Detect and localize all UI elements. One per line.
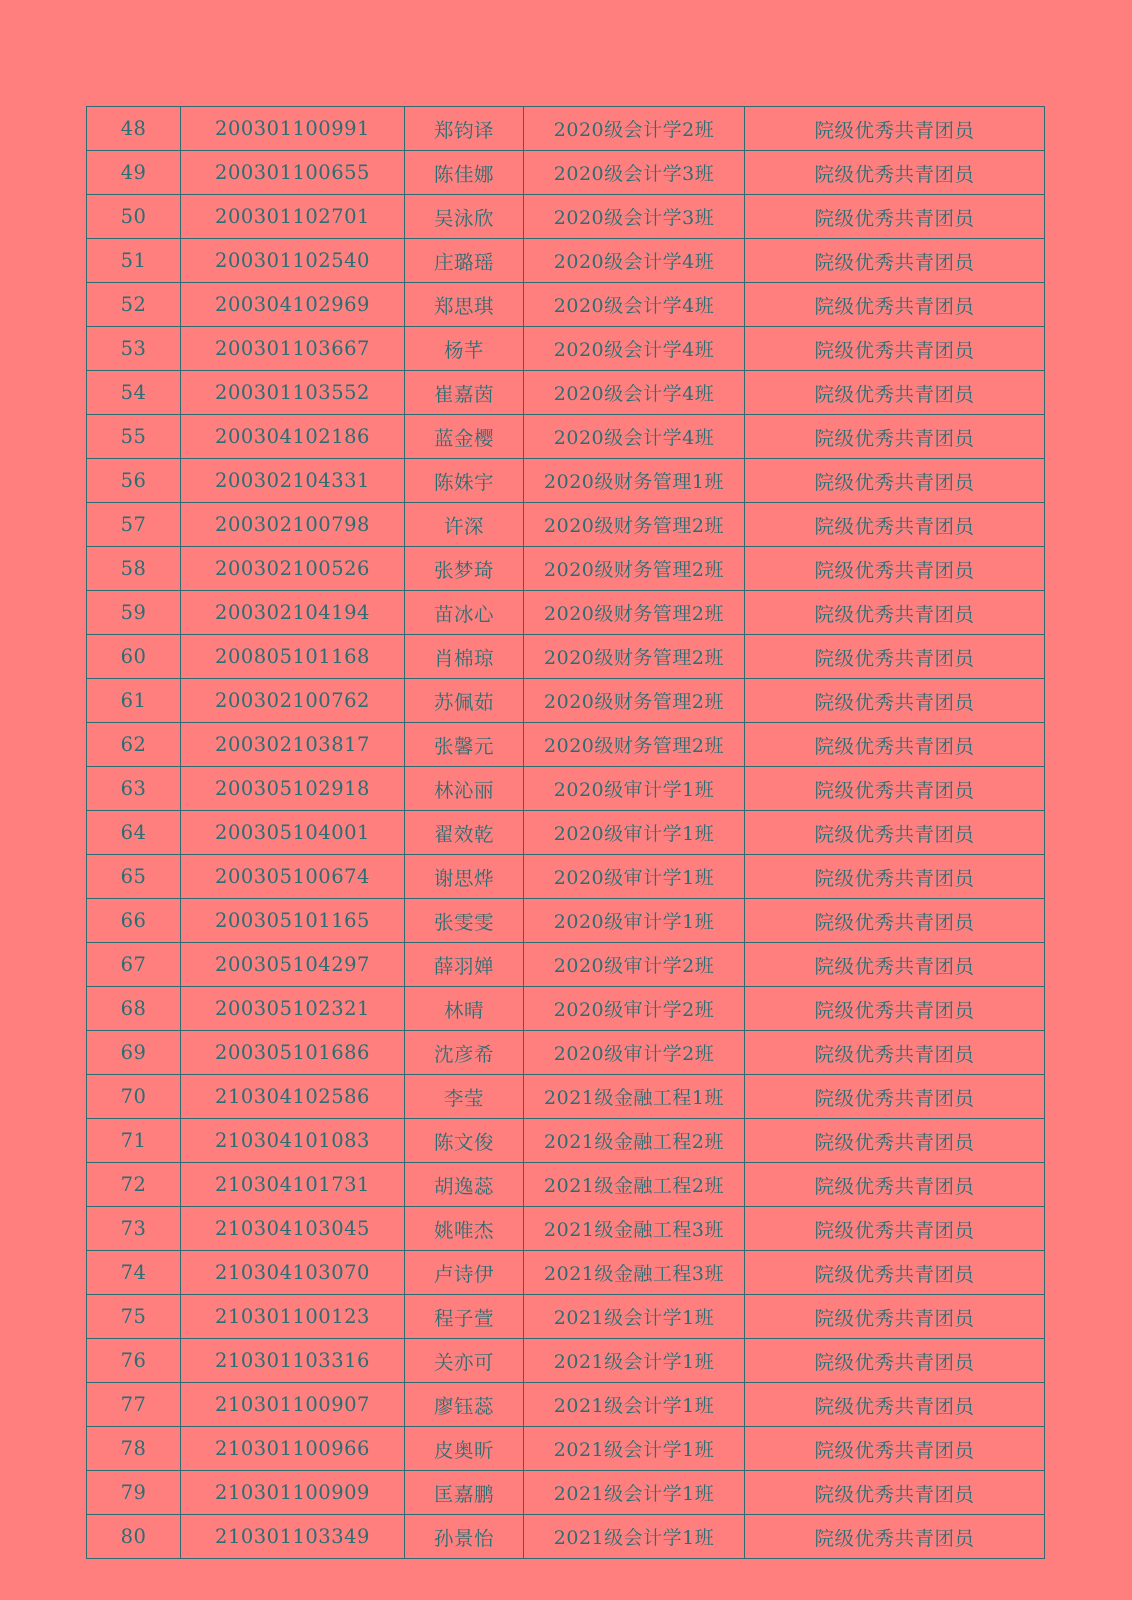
row-number-cell: 80 [87,1515,181,1559]
honor-title-cell: 院级优秀共青团员 [745,811,1045,855]
class-name-cell: 2020级会计学3班 [524,151,745,195]
row-number-cell: 48 [87,107,181,151]
student-id-cell: 200301102540 [181,239,405,283]
student-id-cell: 200302100798 [181,503,405,547]
student-id-cell: 200305101165 [181,899,405,943]
row-number-cell: 77 [87,1383,181,1427]
student-name-cell: 李莹 [405,1075,524,1119]
student-id-cell: 200305102321 [181,987,405,1031]
row-number-cell: 52 [87,283,181,327]
student-id-cell: 200305104001 [181,811,405,855]
honor-title-cell: 院级优秀共青团员 [745,239,1045,283]
honor-title-cell: 院级优秀共青团员 [745,943,1045,987]
table-row [87,1163,1045,1207]
honor-title-cell: 院级优秀共青团员 [745,1471,1045,1515]
table-row [87,503,1045,547]
student-id-cell: 210301100907 [181,1383,405,1427]
class-name-cell: 2021级会计学1班 [524,1383,745,1427]
honor-title-cell: 院级优秀共青团员 [745,1163,1045,1207]
honor-title-cell: 院级优秀共青团员 [745,679,1045,723]
class-name-cell: 2021级金融工程2班 [524,1163,745,1207]
class-name-cell: 2020级会计学4班 [524,415,745,459]
table-row [87,635,1045,679]
student-id-cell: 210304103045 [181,1207,405,1251]
student-name-cell: 郑钧译 [405,107,524,151]
class-name-cell: 2020级审计学1班 [524,767,745,811]
class-name-cell: 2020级审计学2班 [524,943,745,987]
class-name-cell: 2020级财务管理2班 [524,723,745,767]
honor-roster-table [86,106,1045,1559]
class-name-cell: 2020级会计学3班 [524,195,745,239]
class-name-cell: 2021级金融工程3班 [524,1207,745,1251]
student-id-cell: 210304102586 [181,1075,405,1119]
student-name-cell: 沈彦希 [405,1031,524,1075]
student-name-cell: 许深 [405,503,524,547]
class-name-cell: 2020级审计学2班 [524,987,745,1031]
honor-title-cell: 院级优秀共青团员 [745,195,1045,239]
student-id-cell: 200302104194 [181,591,405,635]
class-name-cell: 2020级财务管理2班 [524,679,745,723]
student-id-cell: 200805101168 [181,635,405,679]
table-row [87,1119,1045,1163]
honor-title-cell: 院级优秀共青团员 [745,723,1045,767]
table-row [87,1427,1045,1471]
table-row [87,855,1045,899]
row-number-cell: 76 [87,1339,181,1383]
student-id-cell: 200305104297 [181,943,405,987]
row-number-cell: 74 [87,1251,181,1295]
student-id-cell: 200301100655 [181,151,405,195]
student-id-cell: 210304103070 [181,1251,405,1295]
table-row [87,1471,1045,1515]
student-id-cell: 200301103667 [181,327,405,371]
class-name-cell: 2020级财务管理1班 [524,459,745,503]
class-name-cell: 2020级会计学4班 [524,283,745,327]
class-name-cell: 2020级会计学2班 [524,107,745,151]
student-name-cell: 郑思琪 [405,283,524,327]
row-number-cell: 54 [87,371,181,415]
class-name-cell: 2021级会计学1班 [524,1295,745,1339]
student-id-cell: 210304101083 [181,1119,405,1163]
class-name-cell: 2021级金融工程3班 [524,1251,745,1295]
honor-title-cell: 院级优秀共青团员 [745,1119,1045,1163]
row-number-cell: 70 [87,1075,181,1119]
student-name-cell: 陈佳娜 [405,151,524,195]
student-name-cell: 肖棉琼 [405,635,524,679]
class-name-cell: 2021级会计学1班 [524,1515,745,1559]
student-name-cell: 杨芊 [405,327,524,371]
honor-title-cell: 院级优秀共青团员 [745,151,1045,195]
row-number-cell: 64 [87,811,181,855]
student-name-cell: 张馨元 [405,723,524,767]
class-name-cell: 2020级会计学4班 [524,327,745,371]
student-name-cell: 关亦可 [405,1339,524,1383]
student-name-cell: 陈姝宇 [405,459,524,503]
row-number-cell: 57 [87,503,181,547]
class-name-cell: 2020级财务管理2班 [524,591,745,635]
student-name-cell: 孙景怡 [405,1515,524,1559]
table-row [87,107,1045,151]
table-row [87,987,1045,1031]
honor-title-cell: 院级优秀共青团员 [745,1295,1045,1339]
row-number-cell: 55 [87,415,181,459]
row-number-cell: 56 [87,459,181,503]
honor-title-cell: 院级优秀共青团员 [745,1383,1045,1427]
row-number-cell: 69 [87,1031,181,1075]
student-id-cell: 200302104331 [181,459,405,503]
student-id-cell: 210301103349 [181,1515,405,1559]
class-name-cell: 2020级会计学4班 [524,371,745,415]
student-name-cell: 张梦琦 [405,547,524,591]
row-number-cell: 60 [87,635,181,679]
honor-title-cell: 院级优秀共青团员 [745,459,1045,503]
class-name-cell: 2020级财务管理2班 [524,503,745,547]
honor-title-cell: 院级优秀共青团员 [745,767,1045,811]
student-id-cell: 200301100991 [181,107,405,151]
class-name-cell: 2020级财务管理2班 [524,547,745,591]
student-id-cell: 200305100674 [181,855,405,899]
class-name-cell: 2020级会计学4班 [524,239,745,283]
row-number-cell: 63 [87,767,181,811]
table-row [87,679,1045,723]
honor-title-cell: 院级优秀共青团员 [745,635,1045,679]
student-name-cell: 姚唯杰 [405,1207,524,1251]
table-row [87,899,1045,943]
honor-title-cell: 院级优秀共青团员 [745,591,1045,635]
class-name-cell: 2021级会计学1班 [524,1427,745,1471]
student-name-cell: 林晴 [405,987,524,1031]
honor-title-cell: 院级优秀共青团员 [745,1031,1045,1075]
table-row [87,547,1045,591]
table-row [87,1031,1045,1075]
student-id-cell: 210301100909 [181,1471,405,1515]
student-name-cell: 苗冰心 [405,591,524,635]
table-row [87,943,1045,987]
table-row [87,283,1045,327]
class-name-cell: 2021级会计学1班 [524,1471,745,1515]
student-name-cell: 陈文俊 [405,1119,524,1163]
student-name-cell: 谢思烨 [405,855,524,899]
class-name-cell: 2021级金融工程1班 [524,1075,745,1119]
honor-title-cell: 院级优秀共青团员 [745,327,1045,371]
student-name-cell: 薛羽婵 [405,943,524,987]
honor-title-cell: 院级优秀共青团员 [745,855,1045,899]
row-number-cell: 68 [87,987,181,1031]
class-name-cell: 2021级金融工程2班 [524,1119,745,1163]
honor-title-cell: 院级优秀共青团员 [745,899,1045,943]
table-row [87,767,1045,811]
table-row [87,1383,1045,1427]
student-id-cell: 200305102918 [181,767,405,811]
student-name-cell: 吴泳欣 [405,195,524,239]
row-number-cell: 71 [87,1119,181,1163]
row-number-cell: 51 [87,239,181,283]
row-number-cell: 67 [87,943,181,987]
student-name-cell: 崔嘉茵 [405,371,524,415]
class-name-cell: 2020级财务管理2班 [524,635,745,679]
table-row [87,459,1045,503]
table-row [87,1075,1045,1119]
honor-title-cell: 院级优秀共青团员 [745,1251,1045,1295]
row-number-cell: 66 [87,899,181,943]
honor-title-cell: 院级优秀共青团员 [745,1075,1045,1119]
student-name-cell: 翟效乾 [405,811,524,855]
honor-title-cell: 院级优秀共青团员 [745,503,1045,547]
student-id-cell: 200304102969 [181,283,405,327]
student-name-cell: 张雯雯 [405,899,524,943]
table-row [87,371,1045,415]
row-number-cell: 50 [87,195,181,239]
row-number-cell: 73 [87,1207,181,1251]
honor-title-cell: 院级优秀共青团员 [745,371,1045,415]
student-name-cell: 林沁丽 [405,767,524,811]
row-number-cell: 62 [87,723,181,767]
student-id-cell: 200301102701 [181,195,405,239]
student-id-cell: 200302100762 [181,679,405,723]
student-name-cell: 蓝金樱 [405,415,524,459]
student-name-cell: 匡嘉鹏 [405,1471,524,1515]
class-name-cell: 2020级审计学1班 [524,899,745,943]
student-id-cell: 200301103552 [181,371,405,415]
student-name-cell: 庄璐瑶 [405,239,524,283]
honor-title-cell: 院级优秀共青团员 [745,987,1045,1031]
row-number-cell: 65 [87,855,181,899]
student-id-cell: 210301100966 [181,1427,405,1471]
table-row [87,1295,1045,1339]
table-row [87,151,1045,195]
row-number-cell: 79 [87,1471,181,1515]
student-name-cell: 程子萱 [405,1295,524,1339]
honor-title-cell: 院级优秀共青团员 [745,1339,1045,1383]
row-number-cell: 72 [87,1163,181,1207]
student-id-cell: 210304101731 [181,1163,405,1207]
student-name-cell: 苏佩茹 [405,679,524,723]
table-row [87,1515,1045,1559]
student-name-cell: 皮奥昕 [405,1427,524,1471]
table-row [87,195,1045,239]
row-number-cell: 49 [87,151,181,195]
student-id-cell: 200304102186 [181,415,405,459]
honor-title-cell: 院级优秀共青团员 [745,107,1045,151]
student-name-cell: 卢诗伊 [405,1251,524,1295]
row-number-cell: 59 [87,591,181,635]
table-row [87,811,1045,855]
student-id-cell: 210301100123 [181,1295,405,1339]
class-name-cell: 2021级会计学1班 [524,1339,745,1383]
table-row [87,1207,1045,1251]
student-name-cell: 胡逸蕊 [405,1163,524,1207]
table-row [87,239,1045,283]
table-row [87,1339,1045,1383]
student-name-cell: 廖钰蕊 [405,1383,524,1427]
row-number-cell: 61 [87,679,181,723]
student-id-cell: 200305101686 [181,1031,405,1075]
table-row [87,415,1045,459]
honor-title-cell: 院级优秀共青团员 [745,283,1045,327]
class-name-cell: 2020级审计学1班 [524,855,745,899]
honor-title-cell: 院级优秀共青团员 [745,1515,1045,1559]
class-name-cell: 2020级审计学2班 [524,1031,745,1075]
table-row [87,1251,1045,1295]
row-number-cell: 58 [87,547,181,591]
roster-body [87,107,1045,1559]
student-id-cell: 200302100526 [181,547,405,591]
student-id-cell: 200302103817 [181,723,405,767]
honor-title-cell: 院级优秀共青团员 [745,415,1045,459]
student-id-cell: 210301103316 [181,1339,405,1383]
table-row [87,591,1045,635]
table-row [87,327,1045,371]
class-name-cell: 2020级审计学1班 [524,811,745,855]
row-number-cell: 75 [87,1295,181,1339]
row-number-cell: 53 [87,327,181,371]
honor-title-cell: 院级优秀共青团员 [745,1427,1045,1471]
table-row [87,723,1045,767]
row-number-cell: 78 [87,1427,181,1471]
honor-title-cell: 院级优秀共青团员 [745,1207,1045,1251]
honor-title-cell: 院级优秀共青团员 [745,547,1045,591]
